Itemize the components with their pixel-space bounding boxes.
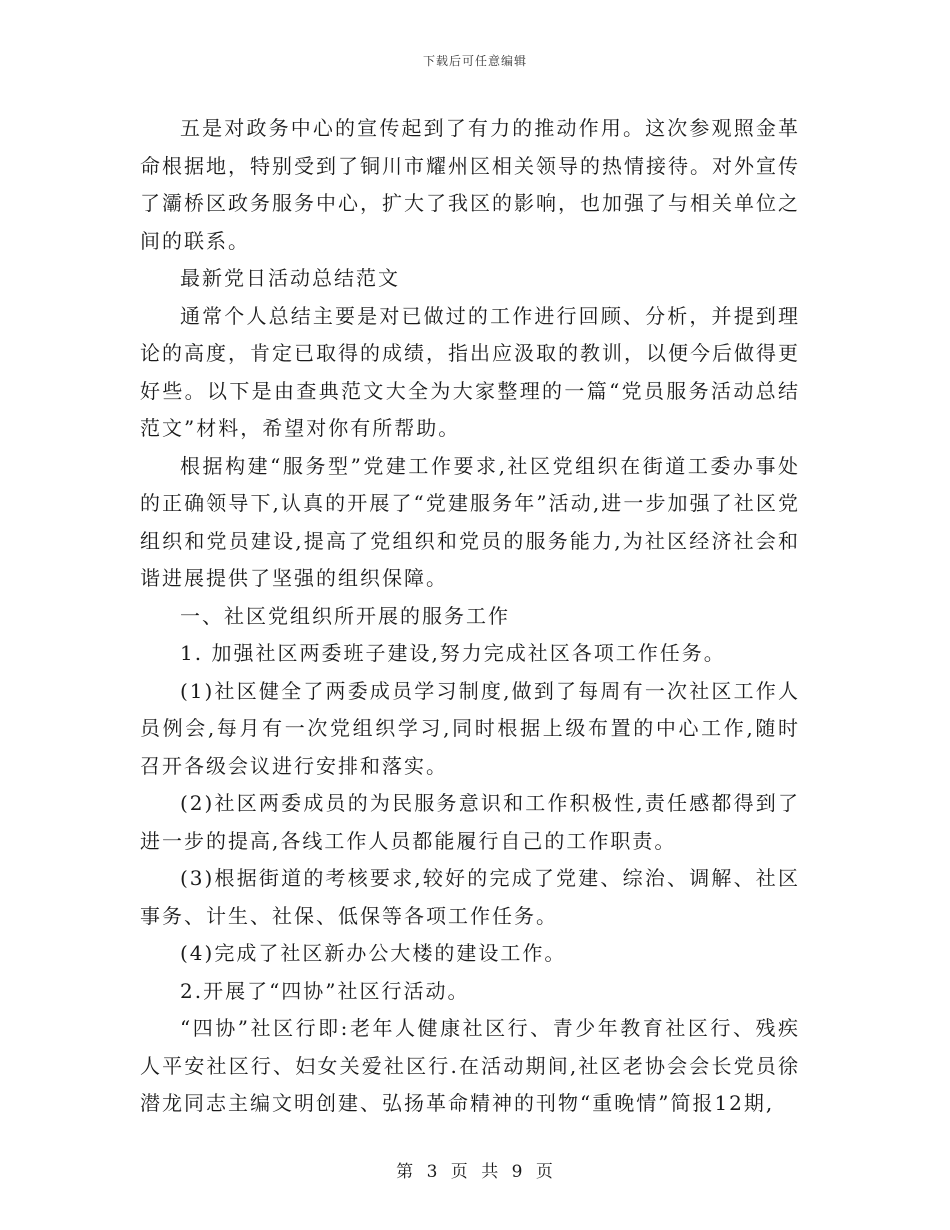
section-heading: 一、社区党组织所开展的服务工作	[180, 603, 510, 628]
paragraph: 五是对政务中心的宣传起到了有力的推动作用。这次参观照金革命根据地，特别受到了铜川市耀州区相关领导的热情接待。对外宣传了灞桥区政务服务中心，扩大了我区的影响，也加强了与相关单位之间的联系。	[140, 116, 800, 253]
list-item: (3)根据街道的考核要求,较好的完成了党建、综治、调解、社区事务、计生、社保、低保等各项工作任务。	[140, 866, 800, 928]
list-item: (4)完成了社区新办公大楼的建设工作。	[180, 941, 567, 965]
section-title: 最新党日活动总结范文	[180, 266, 400, 290]
current-page-number: 3	[426, 1162, 439, 1182]
list-item: (2)社区两委成员的为民服务意识和工作积极性,责任感都得到了进一步的提高,各线工作人员都能履行自己的工作职责。	[140, 791, 800, 853]
footer-page-word: 页	[450, 1162, 469, 1182]
page-footer	[0, 1157, 950, 1182]
list-item: 1. 加强社区两委班子建设,努力完成社区各项工作任务。	[180, 641, 726, 665]
list-item: 2.开展了“四协”社区行活动。	[180, 978, 470, 1003]
list-item: (1)社区健全了两委成员学习制度,做到了每周有一次社区工作人员例会,每月有一次党组织学习,同时根据上级布置的中心工作,随时召开各级会议进行安排和落实。	[140, 678, 800, 778]
footer-suffix: 页	[535, 1162, 554, 1182]
paragraph: “四协”社区行即:老年人健康社区行、青少年教育社区行、残疾人平安社区行、妇女关爱社区行.在活动期间,社区老协会会长党员徐潜龙同志主编文明创建、弘扬革命精神的刊物“重晚情”简报12期,	[140, 1016, 800, 1115]
total-page-number: 9	[511, 1162, 524, 1182]
document-body	[140, 110, 800, 1123]
footer-prefix: 第	[396, 1162, 415, 1182]
footer-total-word: 共	[481, 1162, 500, 1182]
page-header: 下载后可任意编辑	[422, 54, 527, 68]
paragraph: 根据构建“服务型”党建工作要求,社区党组织在街道工委办事处的正确领导下,认真的开展了“党建服务年”活动,进一步加强了社区党组织和党员建设,提高了党组织和党员的服务能力,为社区经济社会和谐进展提供了坚强的组织保障。	[140, 453, 800, 590]
paragraph: 通常个人总结主要是对已做过的工作进行回顾、分析，并提到理论的高度，肯定已取得的成绩，指出应汲取的教训，以便今后做得更好些。以下是由查典范文大全为大家整理的一篇“党员服务活动总结范文”材料，希望对你有所帮助。	[140, 303, 800, 440]
